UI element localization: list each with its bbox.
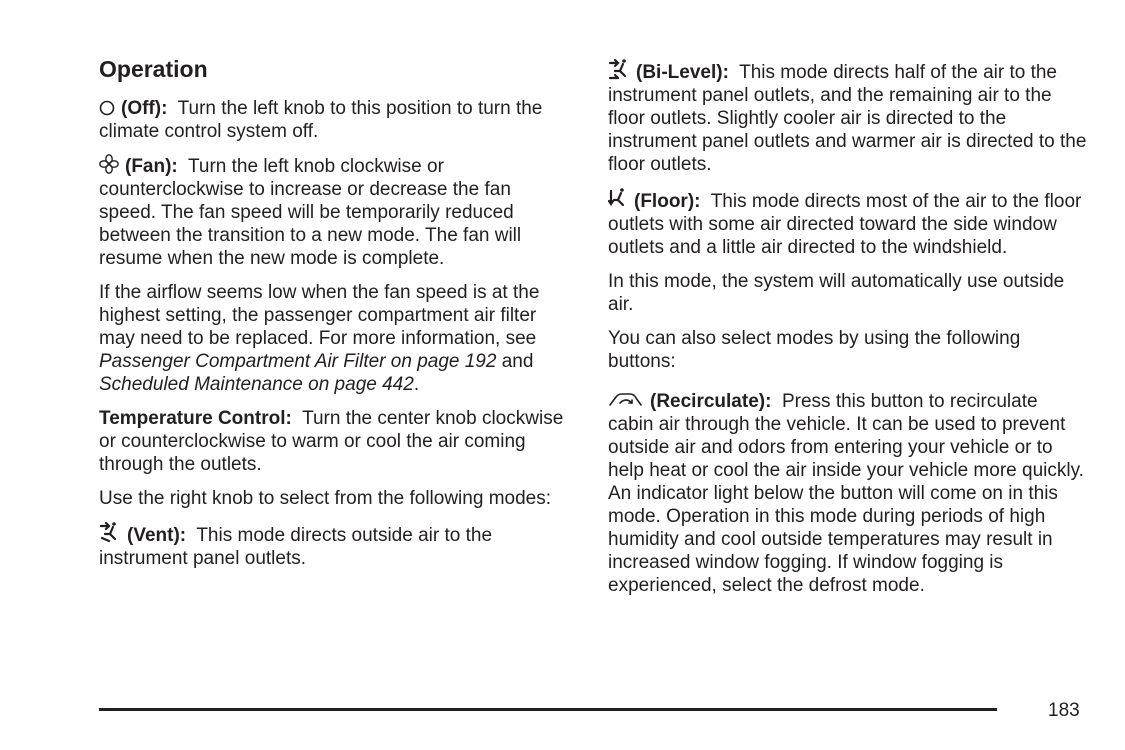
- off-paragraph: [99, 97, 569, 143]
- recirculate-icon: [608, 389, 644, 409]
- vent-paragraph: [99, 521, 569, 570]
- filter-reference-link: Passenger Compartment Air Filter on page 192: [99, 351, 497, 372]
- section-heading: Operation: [99, 56, 208, 82]
- temperature-text: Turn the center knob clockwise or counterclockwise to warm or cool the air coming through the outlets.: [99, 408, 564, 475]
- bilevel-paragraph: [608, 58, 1088, 176]
- off-term: (Off):: [121, 98, 168, 119]
- off-text: Turn the left knob to this position to turn the climate control system off.: [99, 98, 543, 142]
- vent-term: (Vent):: [127, 525, 187, 546]
- floor-term: (Floor):: [634, 191, 701, 212]
- recirculate-term: (Recirculate):: [650, 391, 772, 412]
- fan-term: (Fan):: [125, 156, 178, 177]
- off-circle-icon: [99, 100, 115, 116]
- vent-text: This mode directs outside air to the instrument panel outlets.: [99, 525, 493, 569]
- bilevel-text: This mode directs half of the air to the instrument panel outlets, and the remaining air to the floor outlets. Slightly cooler air is directed to the instrument panel outlets and warmer air is directed to the floor outlets.: [608, 62, 1087, 175]
- filter-paragraph: [99, 281, 569, 396]
- right-column: [608, 58, 1088, 608]
- floor-text: This mode directs most of the air to the floor outlets with some air directed toward the side window outlets and a little air directed to the windshield.: [608, 191, 1082, 258]
- maintenance-reference-link: Scheduled Maintenance on page 442: [99, 374, 414, 395]
- bi-level-mode-icon: [608, 58, 630, 80]
- recirculate-text: Press this button to recirculate cabin air through the vehicle. It can be used to prevent outside air and odors from entering your vehicle or to help heat or cool the air inside your vehicle more quickly. An indicator light below the button will come on in this mode. Operation in this mode during periods of high humidity and cool outside temperatures may result in increased window fogging. If window fogging is experienced, select the defrost mode.: [608, 391, 1084, 596]
- filter-text-2: and: [496, 351, 534, 372]
- page-number: 183: [1048, 700, 1080, 721]
- filter-text-1: If the airflow seems low when the fan speed is at the highest setting, the passenger compartment air filter may need to be replaced. For more information, see: [99, 282, 540, 349]
- modes-intro: Use the right knob to select from the following modes:: [99, 488, 552, 509]
- floor-paragraph: [608, 187, 1088, 259]
- bilevel-term: (Bi-Level):: [636, 62, 729, 83]
- temperature-paragraph: [99, 407, 569, 476]
- buttons-intro: You can also select modes by using the following buttons:: [608, 328, 1021, 372]
- fan-paragraph: [99, 154, 569, 270]
- left-column: [99, 54, 569, 581]
- temperature-term: Temperature Control:: [99, 408, 292, 429]
- fan-icon: [99, 154, 119, 174]
- filter-text-3: .: [413, 374, 420, 395]
- recirculate-paragraph: [608, 389, 1088, 597]
- floor-mode-icon: [608, 187, 628, 209]
- fan-text: Turn the left knob clockwise or counterclockwise to increase or decrease the fan speed. The fan speed will be temporarily reduced between the transition to a new mode. The fan will resume when the new mode is complete.: [99, 156, 522, 269]
- vent-mode-icon: [99, 521, 121, 543]
- floor-note: In this mode, the system will automatically use outside air.: [608, 271, 1065, 315]
- footer-rule: [99, 708, 997, 711]
